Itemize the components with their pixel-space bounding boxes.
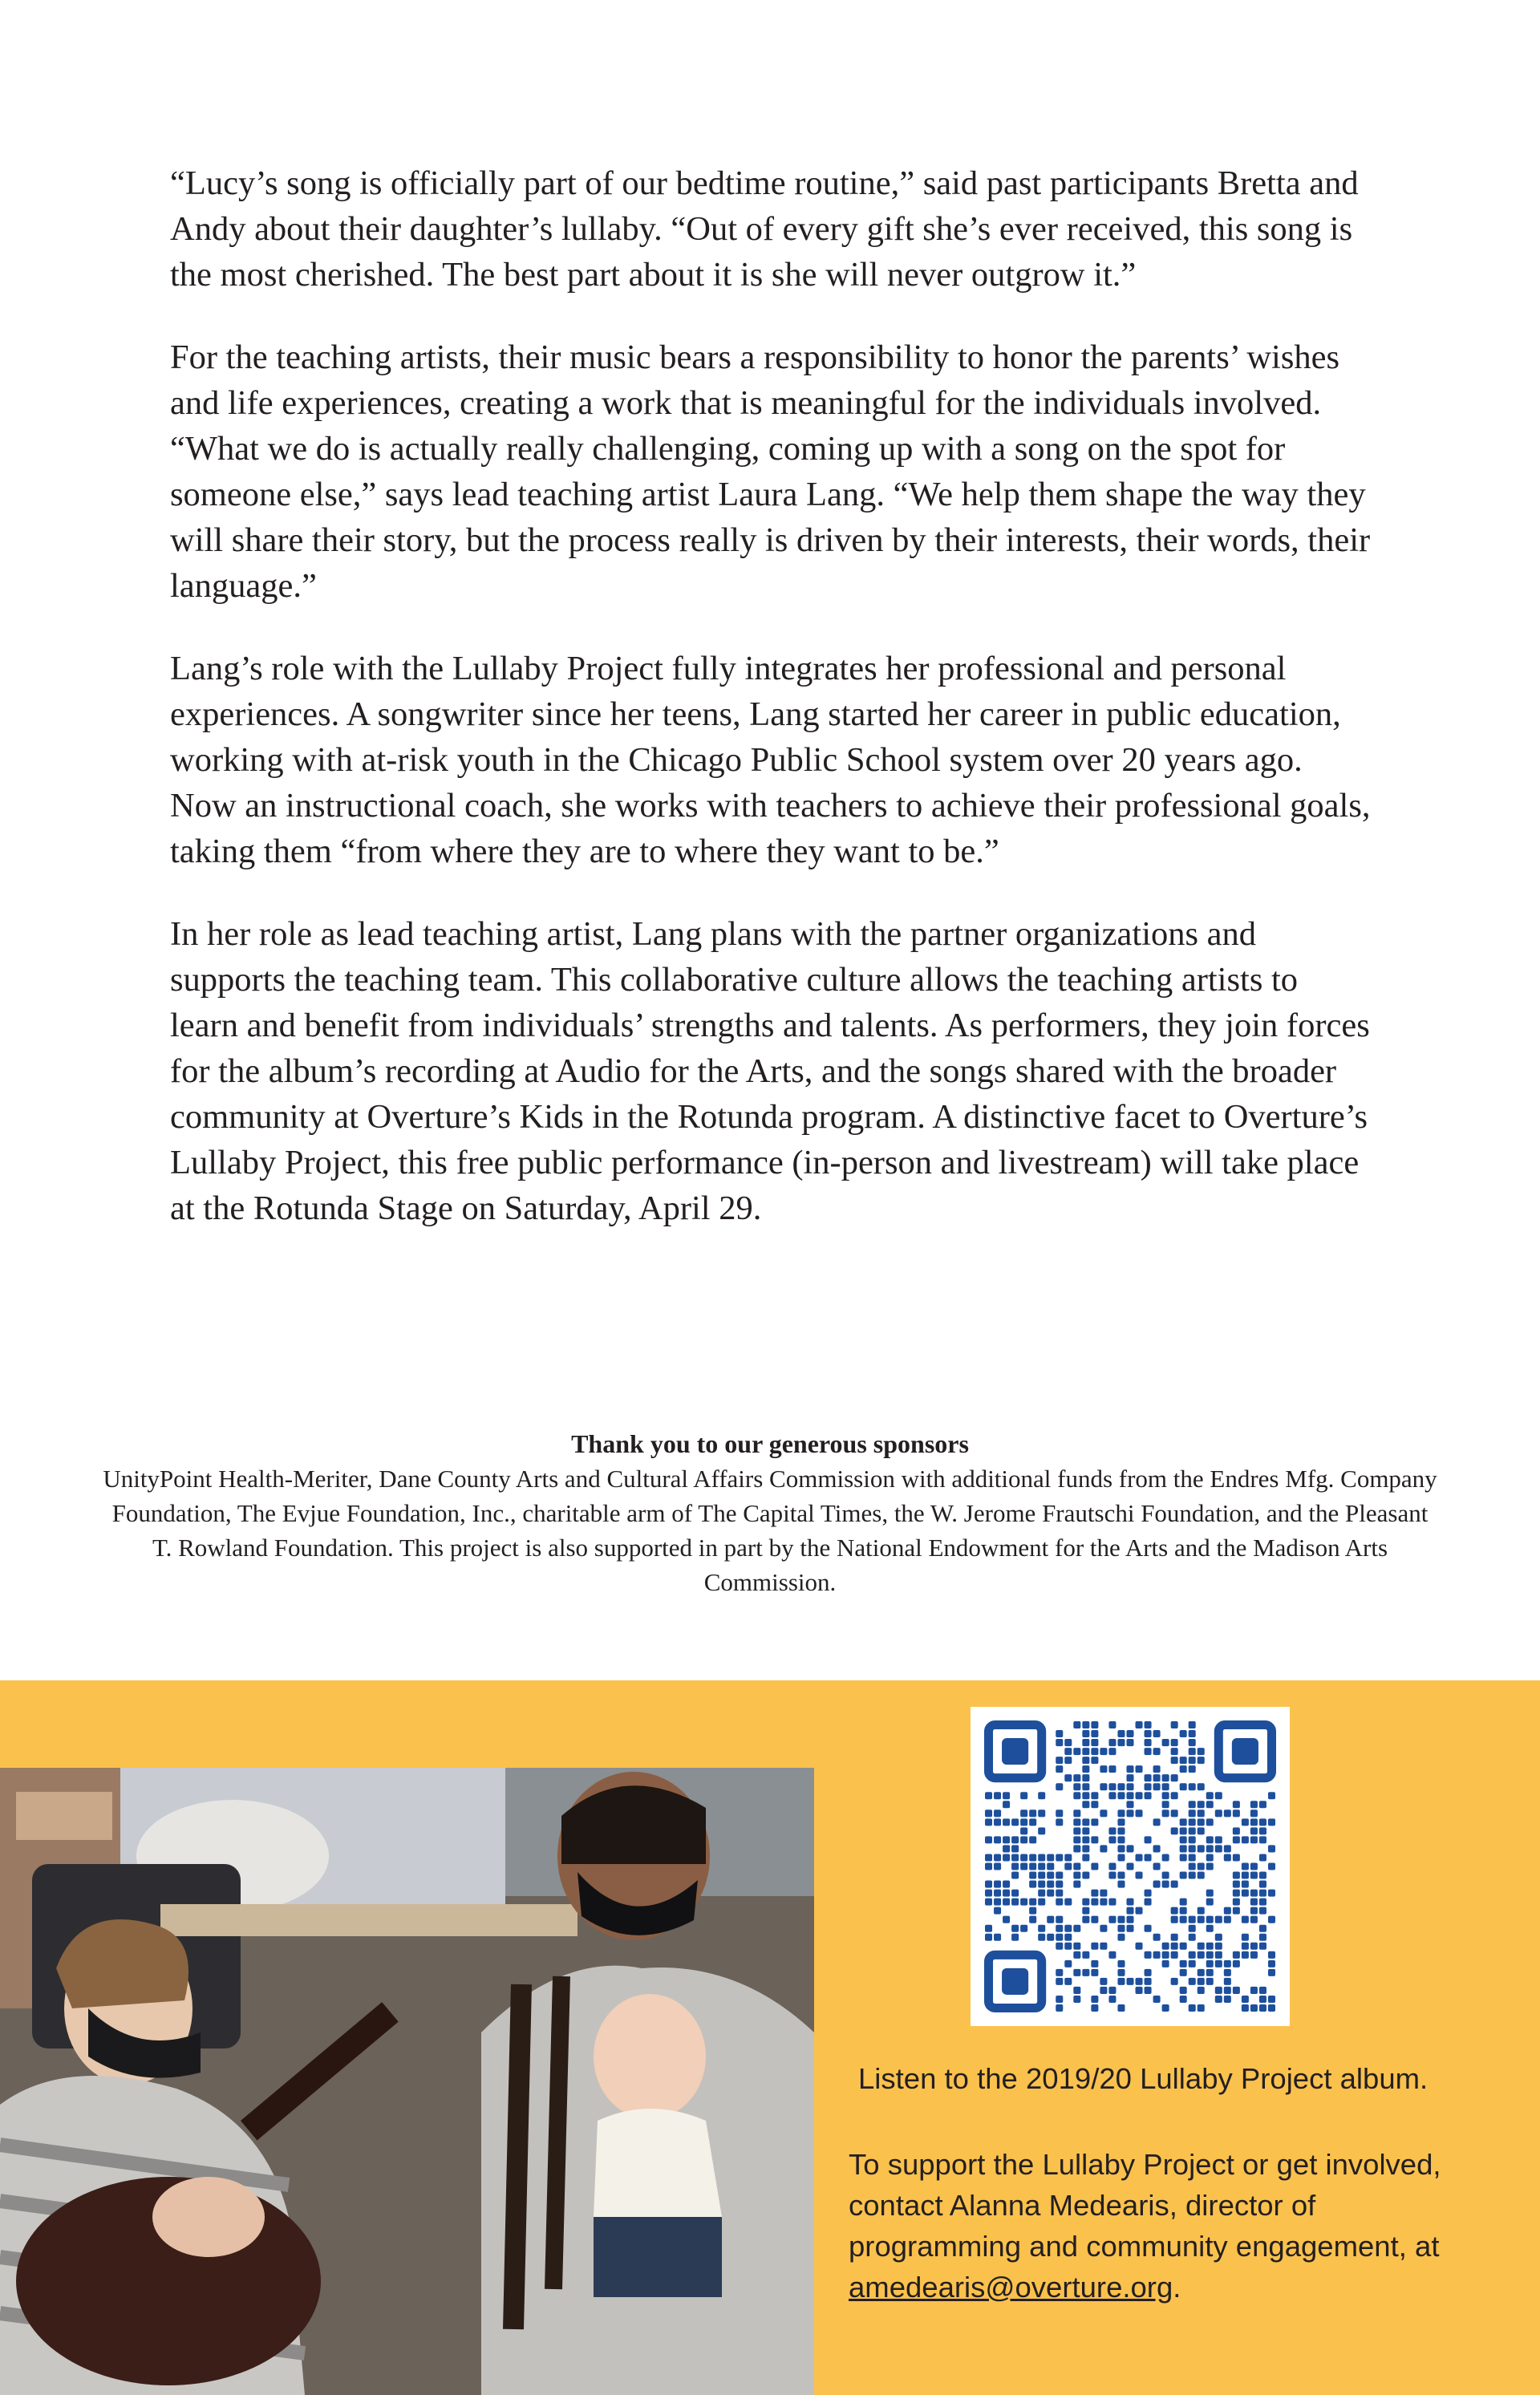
paragraph-3: Lang’s role with the Lullaby Project fully integrates her professional and personal experiences. A songwriter since her teens, Lang started her career in public education, working with at-risk youth in the Chicago Public School system over 20 years ago. Now an instructional coach, she works with teachers to achieve their professional goals, taking them “from where they are to where they want to be.” (170, 650, 1371, 870)
qr-code-icon[interactable] (971, 1707, 1290, 2026)
listen-album-text: Listen to the 2019/20 Lullaby Project album. (858, 2062, 1429, 2095)
paragraph-1: “Lucy’s song is officially part of our bedtime routine,” said past participants Bretta and Andy about their daughter’s lullaby. “Out of every gift she’s ever received, this song is the most cherished. The best part about it is she will never outgrow it.” (170, 164, 1359, 294)
paragraph-4: In her role as lead teaching artist, Lang plans with the partner organizations and supports the teaching team. This collaborative culture allows the teaching artists to learn and benefit from individuals’ strengths and talents. As performers, they join forces for the album’s recording at Audio for the Arts, and the songs shared with the broader community at Overture’s Kids in the Rotunda program. A distinctive facet to Overture’s Lullaby Project, this free public performance (in-person and livestream) will take place at the Rotunda Stage on Saturday, April 29. (170, 915, 1370, 1227)
photo-teaching-artist-with-mother-and-baby (0, 1768, 814, 2395)
support-contact (849, 2144, 1458, 2308)
sponsors-block (96, 1426, 1444, 1599)
email-link[interactable]: amedearis@overture.org (849, 2271, 1173, 2304)
sponsors-list: UnityPoint Health-Meriter, Dane County Arts and Cultural Affairs Commission with additional funds from the Endres Mfg. Company Foundation, The Evjue Foundation, Inc., charitable arm of The Capital Times, the W. Jerome Frautschi Foundation, and the Pleasant T. Rowland Foundation. This project is also supported in part by the National Endowment for the Arts and the Madison Arts Commission. (103, 1465, 1437, 1596)
article-body (170, 160, 1373, 1268)
sponsors-title: Thank you to our generous sponsors (571, 1429, 969, 1458)
support-text: To support the Lullaby Project or get involved, contact Alanna Medearis, director of programming and community engagement, at (849, 2148, 1441, 2263)
paragraph-2: For the teaching artists, their music bears a responsibility to honor the parents’ wishes and life experiences, creating a work that is meaningful for the individuals involved. “What we do is actually really challenging, coming up with a song on the spot for someone else,” says lead teaching artist Laura Lang. “We help them shape the way they will share their story, but the process really is driven by their interests, their words, their language.” (170, 338, 1371, 605)
support-end: . (1173, 2271, 1181, 2304)
